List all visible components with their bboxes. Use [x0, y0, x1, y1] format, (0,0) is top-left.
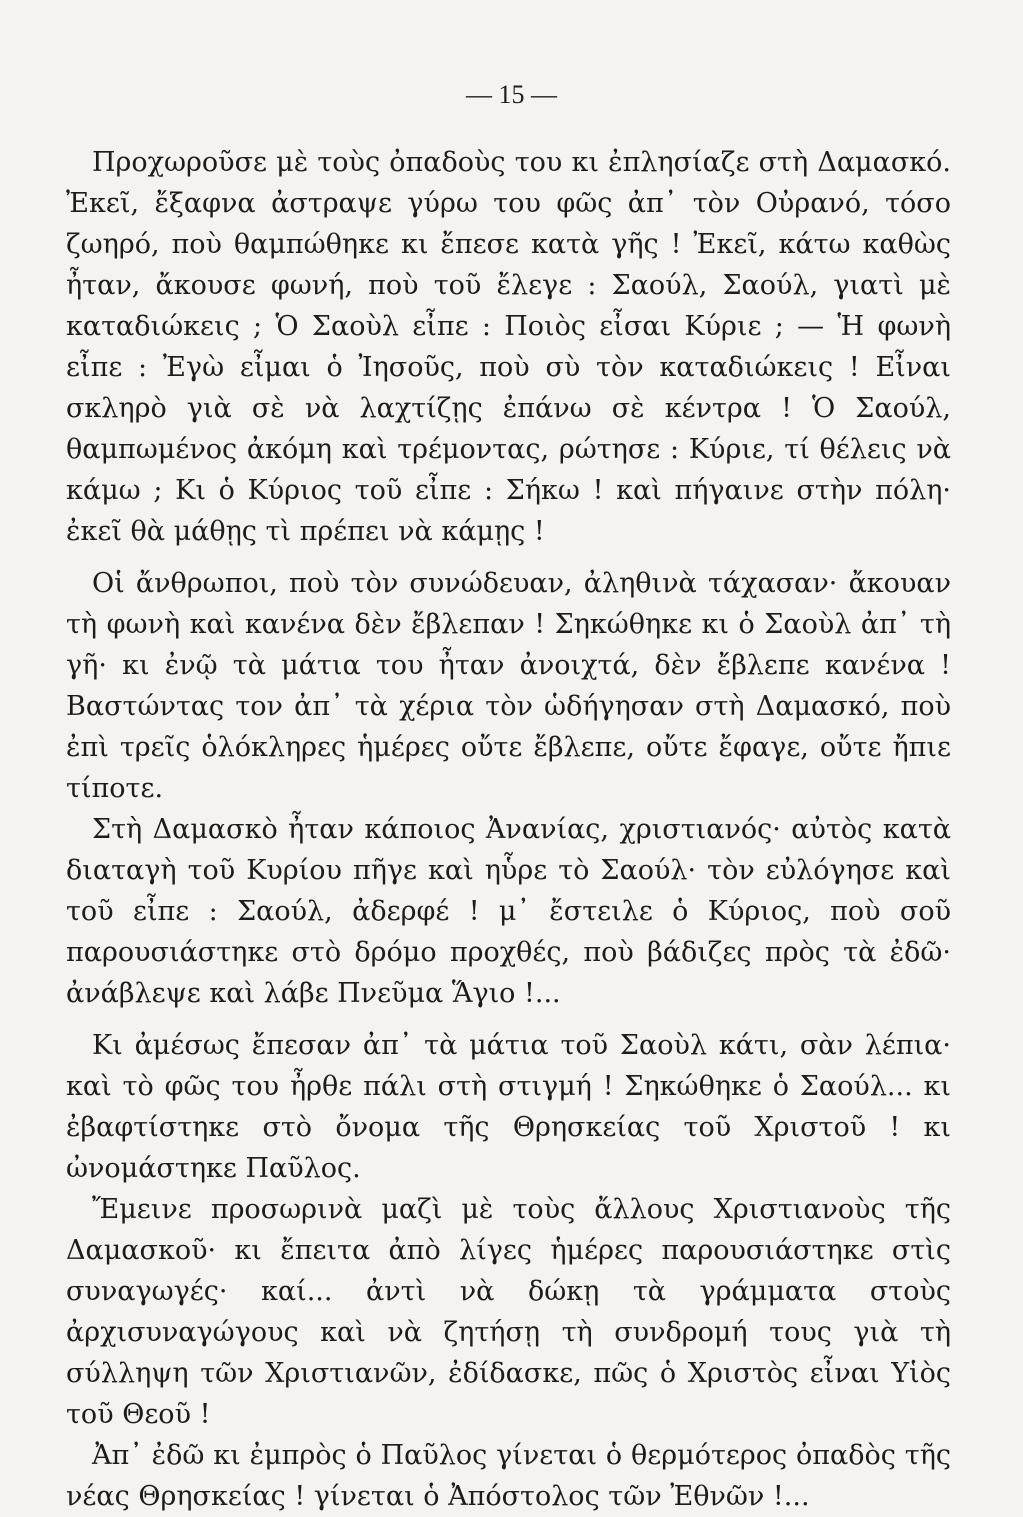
paragraph-5: Ἔμεινε προσωρινὰ μαζὶ μὲ τοὺς ἄλλους Χριστιανοὺς τῆς Δαμασκοῦ· κι ἔπειτα ἀπὸ λίγες ἡμέρες παρουσιάστηκε στὶς συναγωγές· καί... ἀντὶ νὰ δώκῃ τὰ γράμματα στοὺς ἀρχισυναγώγους καὶ νὰ ζητήσῃ τὴ συνδρομή τους γιὰ τὴ σύλληψη τῶν Χριστιανῶν, ἐδίδασκε, πῶς ὁ Χριστὸς εἶναι Υἱὸς τοῦ Θεοῦ ! [66, 1194, 951, 1430]
paragraph-2: Οἱ ἄνθρωποι, ποὺ τὸν συνώδευαν, ἀληθινὰ τάχασαν· ἄκουαν τὴ φωνὴ καὶ κανένα δὲν ἔβλεπαν ! Σηκώθηκε κι ὁ Σαοὺλ ἀπ᾽ τὴ γῆ· κι ἐνῷ τὰ μάτια του ἦταν ἀνοιχτά, δὲν ἔβλεπε κανένα ! Βαστώντας τον ἀπ᾽ τὰ χέρια τὸν ὡδήγησαν στὴ Δαμασκό, ποὺ ἐπὶ τρεῖς ὁλόκληρες ἡμέρες οὔτε ἔβλεπε, οὔτε ἔφαγε, οὔτε ἤπιε τίποτε. [66, 568, 951, 804]
paragraph-1: Προχωροῦσε μὲ τοὺς ὀπαδοὺς του κι ἐπλησίαζε στὴ Δαμασκό. Ἐκεῖ, ἔξαφνα ἀστραψε γύρω του φῶς ἀπ᾽ τὸν Οὐρανό, τόσο ζωηρό, ποὺ θαμπώθηκε κι ἔπεσε κατὰ γῆς ! Ἐκεῖ, κάτω καθὼς ἦταν, ἄκουσε φωνή, ποὺ τοῦ ἔλεγε : Σαούλ, Σαούλ, γιατὶ μὲ καταδιώκεις ; Ὁ Σαοὺλ εἶπε : Ποιὸς εἶσαι Κύριε ; — Ἡ φωνὴ εἶπε : Ἐγὼ εἶμαι ὁ Ἰησοῦς, ποὺ σὺ τὸν καταδιώκεις ! Εἶναι σκληρὸ γιὰ σὲ νὰ λαχτίζῃς ἐπάνω σὲ κέντρα ! Ὁ Σαούλ, θαμπωμένος ἀκόμη καὶ τρέμοντας, ρώτησε : Κύριε, τί θέλεις νὰ κάμω ; Κι ὁ Κύριος τοῦ εἶπε : Σήκω ! καὶ πήγαινε στὴν πόλη· ἐκεῖ θὰ μάθῃς τὶ πρέπει νὰ κάμῃς ! [66, 147, 951, 547]
paragraph-3: Στὴ Δαμασκὸ ἦταν κάποιος Ἀνανίας, χριστιανός· αὐτὸς κατὰ διαταγὴ τοῦ Κυρίου πῆγε καὶ ηὗρε τὸ Σαούλ· τὸν εὐλόγησε καὶ τοῦ εἶπε : Σαούλ, ἀδερφέ ! μ᾽ ἔστειλε ὁ Κύριος, ποὺ σοῦ παρουσιάστηκε στὸ δρόμο προχθές, ποὺ βάδιζες πρὸς τὰ ἐδῶ· ἀνάβλεψε καὶ λάβε Πνεῦμα Ἅγιο !... [66, 814, 951, 1009]
paragraph-4: Κι ἀμέσως ἔπεσαν ἀπ᾽ τὰ μάτια τοῦ Σαοὺλ κάτι, σὰν λέπια· καὶ τὸ φῶς του ἦρθε πάλι στὴ στιγμή ! Σηκώθηκε ὁ Σαούλ... κι ἐβαφτίστηκε στὸ ὄνομα τῆς Θρησκείας τοῦ Χριστοῦ ! κι ὠνομάστηκε Παῦλος. [66, 1030, 951, 1184]
page-number: — 15 — [466, 80, 557, 109]
paragraph-6: Ἀπ᾽ ἐδῶ κι ἐμπρὸς ὁ Παῦλος γίνεται ὁ θερμότερος ὀπαδὸς τῆς νέας Θρησκείας ! γίνεται ὁ Ἀπόστολος τῶν Ἐθνῶν !... [66, 1440, 951, 1512]
page-body [66, 142, 951, 1517]
